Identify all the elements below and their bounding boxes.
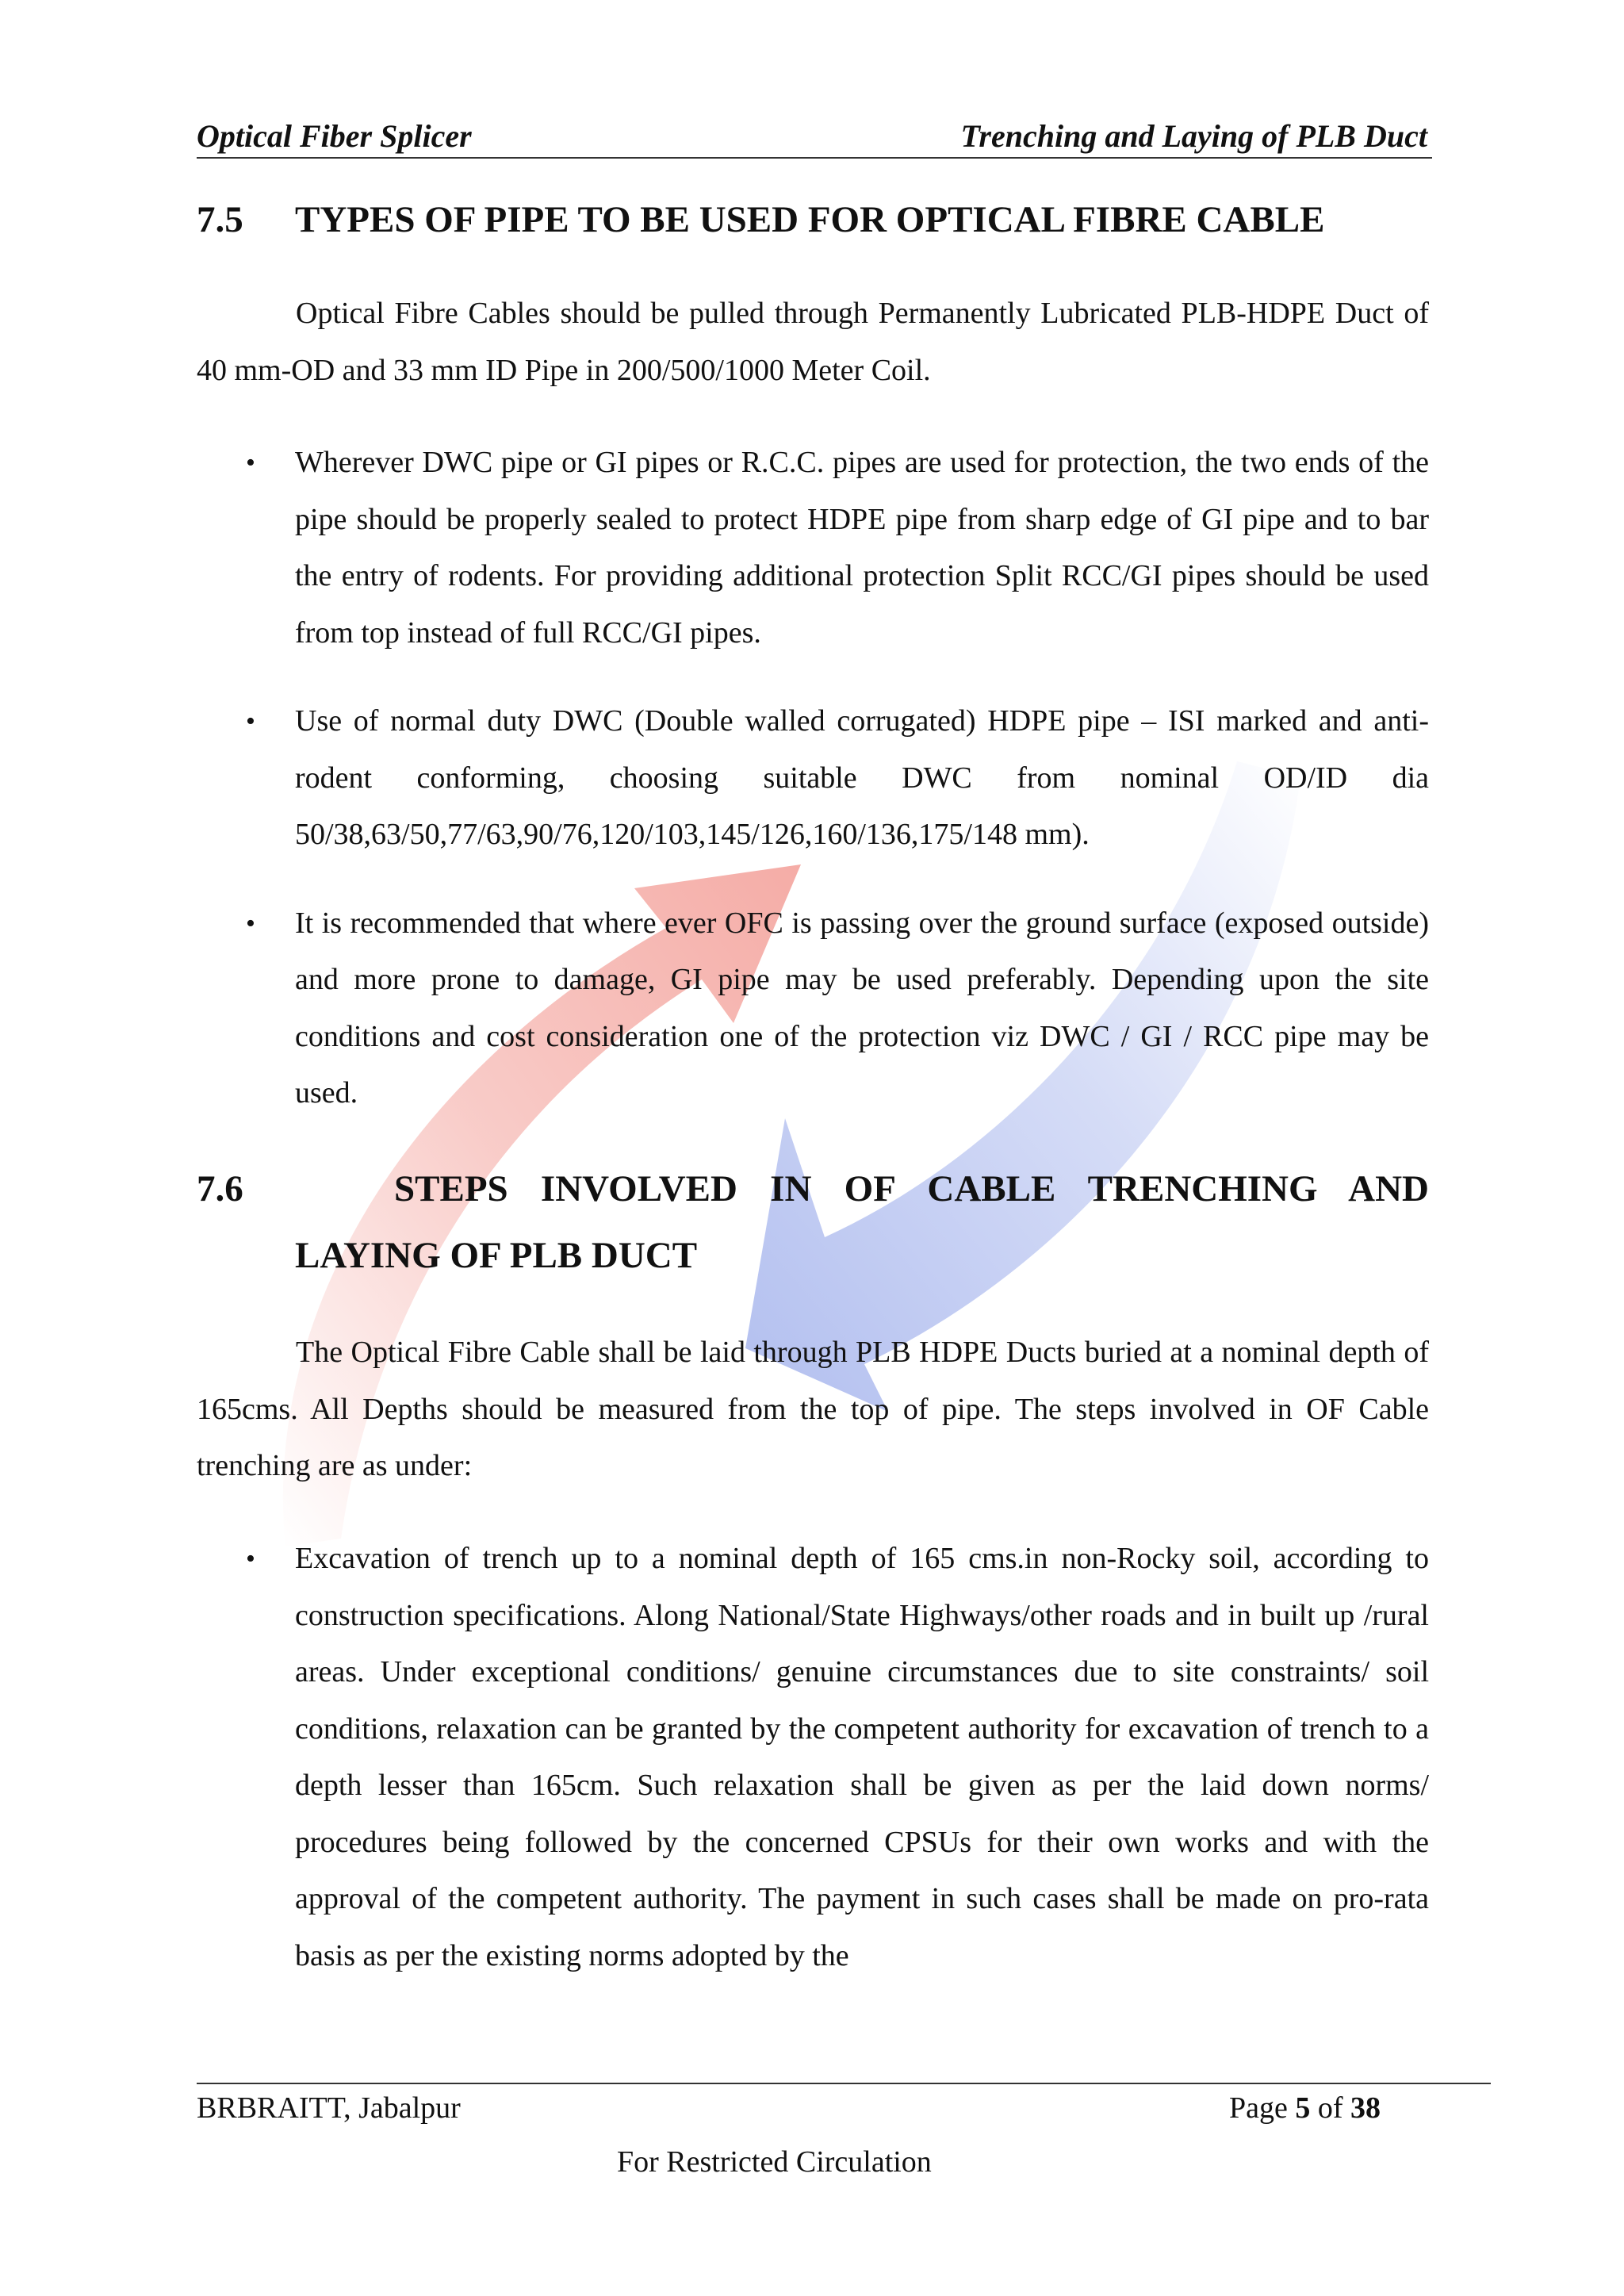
section-7-6-intro: The Optical Fibre Cable shall be laid through PLB HDPE Ducts buried at a nominal depth of 165cms. All Depths should be measured from the top of pipe. The steps involved in OF Cable trenching are as under: [197,1336,1429,1482]
header-title-left: Optical Fiber Splicer [197,118,472,154]
bullet-icon: • [246,908,255,938]
list-item-text: Wherever DWC pipe or GI pipes or R.C.C. pipes are used for protection, the two ends of the pipe should be properly sealed to protect HDPE pipe from sharp edge of GI pipe and to bar the entry of rodents. For providing additional protection Split RCC/GI pipes should be used from top instead of full RCC/GI pipes. [295,446,1429,650]
header-divider [197,157,1432,159]
page-number [1229,2091,1381,2125]
section-number-7-6: 7.6 [197,1168,243,1209]
page-of: of [1310,2091,1351,2125]
section-7-5-bullet-list [238,435,1429,1122]
list-item-text: Use of normal duty DWC (Double walled corrugated) HDPE pipe – ISI marked and anti-rodent conforming, choosing suitable DWC from nominal OD/ID dia 50/38,63/50,77/63,90/76,120/103,145/126,160/136,175/148 mm). [295,704,1429,851]
list-item [238,895,1429,1122]
list-item-text: Excavation of trench up to a nominal depth of 165 cms.in non-Rocky soil, according to construction specifications. Along National/State Highways/other roads and in built up /rural areas. Under exceptional conditions/ genuine circumstances due to site constraints/ soil conditions, relaxation can be granted by the competent authority for excavation of trench to a depth lesser than 165cm. Such relaxation shall be given as per the laid down norms/ procedures being followed by the concerned CPSUs for their own works and with the approval of the competent authority. The payment in such cases shall be made on pro-rata basis as per the existing norms adopted by the [295,1542,1429,1972]
list-item [238,1531,1429,1984]
bullet-icon: • [246,1544,255,1573]
page-total: 38 [1350,2091,1381,2125]
page-prefix: Page [1229,2091,1296,2125]
section-heading-7-6-line1: STEPS INVOLVED IN OF CABLE TRENCHING AND [394,1168,1429,1209]
section-heading-7-6-line2: LAYING OF PLB DUCT [295,1235,698,1276]
list-item [238,693,1429,864]
bullet-icon: • [246,448,255,477]
page-current: 5 [1295,2091,1311,2125]
bullet-icon: • [246,707,255,736]
list-item [238,435,1429,661]
list-item-text: It is recommended that where ever OFC is passing over the ground surface (exposed outside) and more prone to damage, GI pipe may be used preferably. Depending upon the site conditions and cost consideration one of the protection viz DWC / GI / RCC pipe may be used. [295,906,1429,1110]
footer-institute: BRBRAITT, Jabalpur [197,2091,461,2125]
section-7-5-intro: Optical Fibre Cables should be pulled through Permanently Lubricated PLB-HDPE Duct of 40 mm-OD and 33 mm ID Pipe in 200/500/1000 Meter Coil. [197,297,1429,387]
section-7-6-bullet-list [238,1531,1429,1984]
section-heading-7-5: TYPES OF PIPE TO BE USED FOR OPTICAL FIBRE CABLE [295,199,1325,240]
footer-divider [197,2083,1491,2084]
footer-circulation-note: For Restricted Circulation [617,2145,932,2179]
header-title-right: Trenching and Laying of PLB Duct [960,118,1427,154]
section-number-7-5: 7.5 [197,199,243,240]
